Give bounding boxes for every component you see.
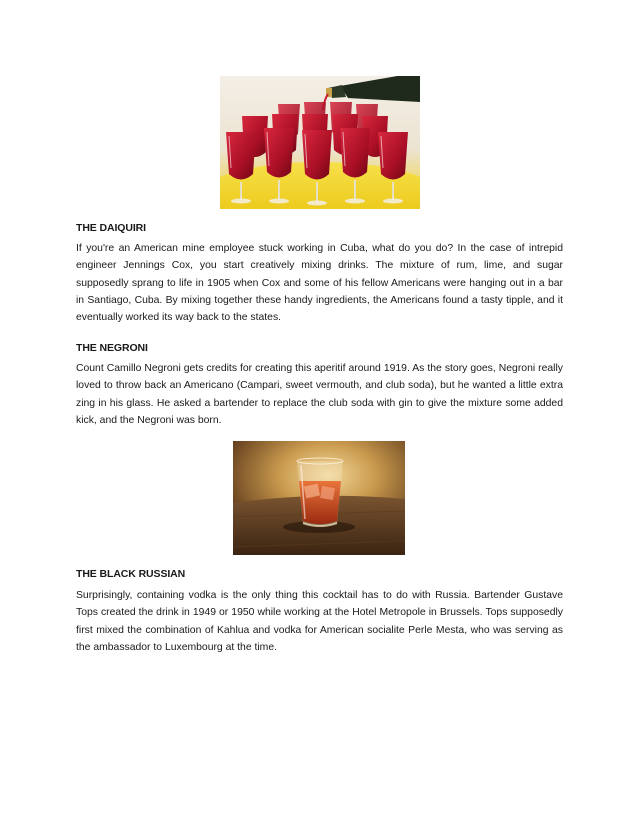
section-heading-daiquiri: THE DAIQUIRI [76, 222, 146, 234]
section-body-daiquiri: If you're an American mine employee stuck working in Cuba, what do you do? In the case of intrepid engineer Jennings Cox, you start creatively mixing drinks. The mixture of rum, lime, and sugar supposedly sprang to life in 1905 when Cox and some of his fellow Americans were hanging out in a bar in Santiago, Cuba. By mixing together these handy ingredients, the Americans found a tasty tipple, and it eventually worked its way back to the states. [76, 243, 563, 324]
section-heading-negroni: THE NEGRONI [76, 342, 148, 354]
section-heading-black-russian: THE BLACK RUSSIAN [76, 568, 186, 580]
section-body-black-russian: Surprisingly, containing vodka is the only thing this cocktail has to do with Russia. Bartender Gustave Tops created the drink in 1949 or 1950 while working at the Hotel Metropole in Brussels. Tops supposedly first mixed the combination of Kahlua and vodka for American socialite Perle Mesta, who was serving as the ambassador to Luxembourg at the time. [76, 590, 563, 653]
negroni-glass-photo [233, 441, 405, 555]
section-body-negroni: Count Camillo Negroni gets credits for creating this aperitif around 1919. As the story goes, Negroni really loved to throw back an Americano (Campari, sweet vermouth, and club soda), but he wanted a little extra zing in his glass. He asked a bartender to replace the club soda with gin to give the mixture some added kick, and the Negroni was born. [76, 363, 563, 426]
wine-glasses-photo [220, 76, 420, 209]
